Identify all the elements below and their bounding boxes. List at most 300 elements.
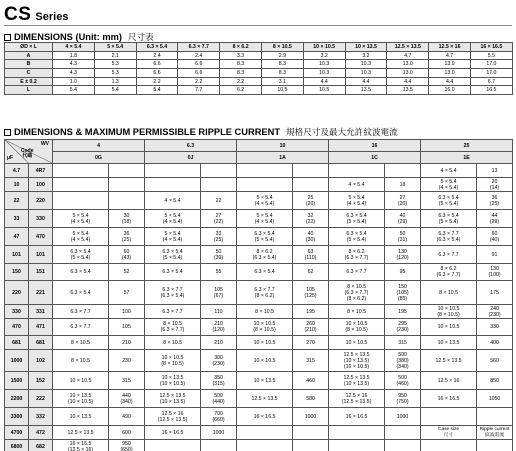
dimensions-value-cell: 5.3 — [94, 69, 136, 78]
case-size-cell — [237, 440, 293, 451]
ripple-capacitance-cell: 3300 — [5, 408, 29, 426]
ripple-capacitance-cell: 10 — [5, 178, 29, 192]
ripple-row — [5, 246, 513, 264]
dimensions-value-cell: 4.4 — [303, 77, 345, 86]
ripple-code-cell: 152 — [29, 372, 53, 390]
dimensions-value-cell: 2.9 — [261, 51, 303, 60]
ripple-current-cell — [293, 440, 329, 451]
ripple-row — [5, 372, 513, 390]
dimensions-size-header: 12.5 × 13.5 — [387, 43, 429, 52]
ripple-wv-code: 1A — [237, 152, 329, 164]
dimensions-value-cell: 2.2 — [220, 77, 262, 86]
case-size-cell: 4 × 5.4 — [329, 178, 385, 192]
ripple-wv-code: 1E — [421, 152, 513, 164]
dimensions-size-header: 12.5 × 16 — [429, 43, 471, 52]
case-size-cell: 6.3 × 7.7 — [53, 319, 109, 336]
corner-code-cjk: 代碼 — [22, 153, 33, 159]
dimensions-row-label: A — [5, 51, 53, 60]
ripple-current-cell: 500 (460) — [385, 372, 421, 390]
ripple-row — [5, 408, 513, 426]
ripple-capacitance-cell: 470 — [5, 319, 29, 336]
dimensions-value-cell: 4.7 — [429, 51, 471, 60]
ripple-capacitance-cell: 681 — [5, 336, 29, 350]
case-size-cell: 10 × 13.5 — [237, 372, 293, 390]
ripple-row — [5, 350, 513, 372]
ripple-code-cell: 331 — [29, 305, 53, 319]
ripple-current-cell: 580 — [293, 390, 329, 408]
ripple-current-cell: 52 — [109, 264, 145, 281]
checkbox-square-icon — [4, 34, 11, 41]
ripple-code-cell: 222 — [29, 390, 53, 408]
ripple-row — [5, 440, 513, 451]
case-size-cell: 5 × 5.4 (4 × 5.4) — [421, 178, 477, 192]
ripple-current-cell — [201, 440, 237, 451]
dimensions-value-cell: 6.7 — [470, 77, 512, 86]
ripple-capacitance-cell: 330 — [5, 305, 29, 319]
case-size-cell: 8 × 10.5 — [145, 336, 201, 350]
dimensions-value-cell: 10.3 — [345, 60, 387, 69]
ripple-current-cell: 44 (29) — [477, 210, 513, 228]
dimensions-row — [5, 86, 513, 95]
case-size-cell — [53, 178, 109, 192]
dimensions-value-cell: 4.3 — [53, 60, 95, 69]
ripple-current-cell: 500 (440) — [201, 390, 237, 408]
ripple-current-cell: 63 (110) — [293, 246, 329, 264]
ripple-wv-header: 10 — [237, 140, 329, 152]
ripple-current-cell: 270 — [293, 336, 329, 350]
ripple-row — [5, 390, 513, 408]
ripple-current-cell: 1050 — [477, 390, 513, 408]
ripple-current-cell: 460 — [293, 372, 329, 390]
dimensions-value-cell: 6.6 — [178, 69, 220, 78]
ripple-code-cell: 221 — [29, 281, 53, 305]
dimensions-size-header: 8 × 6.2 — [220, 43, 262, 52]
case-size-cell: 10 × 10.5 — [53, 372, 109, 390]
ripple-current-cell — [477, 440, 513, 451]
dimensions-value-cell: 13.0 — [387, 60, 429, 69]
dimensions-value-cell: 4.3 — [53, 69, 95, 78]
case-size-cell — [237, 164, 293, 178]
ripple-current-cell: 350 (315) — [201, 372, 237, 390]
ripple-current-cell: 315 — [293, 350, 329, 372]
dimensions-size-header: 10 × 10.5 — [303, 43, 345, 52]
ripple-current-cell: 95 — [385, 264, 421, 281]
ripple-row — [5, 336, 513, 350]
dimensions-value-cell: 13.0 — [429, 60, 471, 69]
case-size-cell — [237, 178, 293, 192]
dimensions-value-cell: 8.3 — [220, 60, 262, 69]
ripple-heading-cjk: 規格尺寸及最大允許紋波電流 — [286, 128, 398, 138]
dimensions-value-cell: 4.4 — [345, 77, 387, 86]
ripple-code-cell: 681 — [29, 336, 53, 350]
ripple-current-cell: 950 (650) — [109, 440, 145, 451]
case-size-cell: 6.3 × 7.7 — [145, 305, 201, 319]
case-size-cell: 6.3 × 5.4 (5 × 5.4) — [53, 246, 109, 264]
case-size-cell: 5 × 5.4 (4 × 5.4) — [237, 192, 293, 210]
dimensions-value-cell: 3.1 — [261, 77, 303, 86]
case-size-cell: 16 × 16.5 — [237, 408, 293, 426]
ripple-current-cell: 13 — [477, 164, 513, 178]
case-size-cell — [145, 178, 201, 192]
case-size-cell: 10 × 13.5 — [53, 408, 109, 426]
ripple-current-cell: 330 — [477, 319, 513, 336]
case-size-cell: 10 × 10.5 (8 × 10.5) — [329, 319, 385, 336]
dimensions-heading-text: DIMENSIONS (Unit: mm) — [14, 32, 122, 42]
ripple-current-note: Ripple current 紋波電流 — [477, 426, 513, 440]
ripple-current-cell: 33 (25) — [201, 228, 237, 246]
case-size-cell: 5 × 5.4 (4 × 5.4) — [53, 210, 109, 228]
dimensions-value-cell: 10.3 — [303, 69, 345, 78]
dimensions-header-row — [5, 43, 513, 52]
ripple-code-cell: 102 — [29, 350, 53, 372]
ripple-current-cell — [293, 164, 329, 178]
case-size-cell: 10 × 10.5 (8 × 10.5) — [145, 350, 201, 372]
case-size-cell: 12.5 × 16 (12.5 × 13.5) — [145, 408, 201, 426]
ripple-row — [5, 319, 513, 336]
case-size-cell: 10 × 10.5 (8 × 10.5) — [421, 305, 477, 319]
dimensions-value-cell: 7.7 — [178, 86, 220, 95]
ripple-heading-text: DIMENSIONS & MAXIMUM PERMISSIBLE RIPPLE CURRENT — [14, 127, 281, 137]
ripple-row — [5, 281, 513, 305]
ripple-current-cell: 260 (210) — [293, 319, 329, 336]
ripple-current-cell: 230 — [109, 350, 145, 372]
ripple-current-cell: 850 — [477, 372, 513, 390]
series-title — [4, 4, 68, 26]
ripple-capacitance-cell: 101 — [5, 246, 29, 264]
ripple-code-cell: 4R7 — [29, 164, 53, 178]
dimensions-value-cell: 3.2 — [345, 51, 387, 60]
dimensions-value-cell: 10.5 — [303, 86, 345, 95]
ripple-current-cell — [109, 178, 145, 192]
ripple-current-cell: 1000 — [201, 426, 237, 440]
ripple-code-cell: 100 — [29, 178, 53, 192]
case-size-cell: 6.3 × 7.7 — [53, 305, 109, 319]
series-name: CS — [4, 4, 32, 25]
case-size-cell: 8 × 10.5 — [237, 305, 293, 319]
ripple-wv-code: 0G — [53, 152, 145, 164]
case-size-cell: 10 × 13.5 (10 × 10.5) — [53, 390, 109, 408]
ripple-current-cell: 315 — [109, 372, 145, 390]
case-size-cell — [53, 192, 109, 210]
ripple-current-cell: 130 (100) — [477, 264, 513, 281]
case-size-cell: 8 × 10.5 — [421, 281, 477, 305]
case-size-cell — [421, 440, 477, 451]
dimensions-value-cell: 2.4 — [178, 51, 220, 60]
dimensions-value-cell: 6.6 — [136, 60, 178, 69]
ripple-current-cell — [109, 164, 145, 178]
dimensions-row-label: E ± 0.2 — [5, 77, 53, 86]
dimensions-value-cell: 16.5 — [470, 86, 512, 95]
case-size-cjk: 尺寸 — [443, 432, 454, 438]
case-size-cell: 8 × 10.5 — [53, 350, 109, 372]
case-size-cell: 10 × 10.5 — [329, 336, 385, 350]
ripple-current-cjk: 紋波電流 — [484, 432, 505, 438]
ripple-current-cell: 27 (20) — [385, 192, 421, 210]
dimensions-size-header: 6.3 × 7.7 — [178, 43, 220, 52]
dimensions-value-cell: 13.0 — [387, 69, 429, 78]
ripple-table — [4, 139, 513, 451]
case-size-cell: 4 × 5.4 — [421, 164, 477, 178]
case-size-cell: 6.3 × 7.7 — [421, 246, 477, 264]
ripple-current-cell: 57 — [109, 281, 145, 305]
dimensions-value-cell: 2.1 — [94, 51, 136, 60]
ripple-row — [5, 264, 513, 281]
ripple-capacitance-cell: 150 — [5, 264, 29, 281]
dimensions-value-cell: 6.2 — [220, 86, 262, 95]
dimensions-heading-cjk: 尺寸表 — [127, 33, 154, 43]
dimensions-row — [5, 51, 513, 60]
dimensions-value-cell: 3.2 — [303, 51, 345, 60]
case-size-cell: 8 × 6.2 (6.3 × 5.4) — [237, 246, 293, 264]
case-size-cell: 12.5 × 16 — [421, 372, 477, 390]
ripple-capacitance-cell: 4.7 — [5, 164, 29, 178]
ripple-current-cell: 60 (40) — [477, 228, 513, 246]
dimensions-row — [5, 69, 513, 78]
case-size-cell — [329, 164, 385, 178]
ripple-row — [5, 228, 513, 246]
ripple-current-cell — [201, 164, 237, 178]
case-size-cell: 6.3 × 5.4 — [145, 264, 201, 281]
dimensions-size-header: 16 × 16.5 — [470, 43, 512, 52]
case-size-cell: 5 × 5.4 (4 × 5.4) — [145, 228, 201, 246]
case-size-cell: 16 × 16.5 (12.5 × 16) — [53, 440, 109, 451]
ripple-row — [5, 164, 513, 178]
dimensions-value-cell: 5.4 — [136, 86, 178, 95]
dimensions-value-cell: 4.4 — [429, 77, 471, 86]
case-size-cell: 6.3 × 5.4 (5 × 5.4) — [421, 210, 477, 228]
case-size-cell: 10 × 10.5 — [237, 336, 293, 350]
case-size-cell — [145, 164, 201, 178]
case-size-cell — [421, 408, 477, 426]
ripple-current-cell: 32 (22) — [293, 210, 329, 228]
case-size-cell: 12.5 × 13.5 — [53, 426, 109, 440]
ripple-current-cell: 40 (29) — [385, 210, 421, 228]
case-size-cell: 6.3 × 5.4 — [237, 264, 293, 281]
case-size-cell: 10 × 10.5 — [237, 350, 293, 372]
ripple-current-cell — [201, 178, 237, 192]
case-size-cell: 5 × 5.4 (4 × 5.4) — [145, 210, 201, 228]
case-size-cell: 6.3 × 5.4 — [53, 281, 109, 305]
ripple-current-cell: 210 — [109, 336, 145, 350]
case-size-cell: 6.3 × 7.7 (6.3 × 5.4) — [145, 281, 201, 305]
case-size-cell: 12.5 × 13.5 (10 × 13.5) — [145, 390, 201, 408]
ripple-corner-cell — [5, 140, 53, 164]
ripple-current-cell: 27 (22) — [201, 210, 237, 228]
ripple-current-cell: 600 — [109, 426, 145, 440]
ripple-current-cell: 1000 — [385, 408, 421, 426]
ripple-current-cell: 700 (660) — [201, 408, 237, 426]
dimensions-size-header: 8 × 10.5 — [261, 43, 303, 52]
case-size-cell: 12.5 × 16 (12.5 × 13.5) — [329, 390, 385, 408]
ripple-code-cell: 220 — [29, 192, 53, 210]
ripple-code-cell: 151 — [29, 264, 53, 281]
case-size-cell: 6.3 × 5.4 (5 × 5.4) — [145, 246, 201, 264]
dimensions-value-cell: 1.0 — [53, 77, 95, 86]
ripple-current-cell: 25 (20) — [293, 192, 329, 210]
corner-code-label: Code 代碼 — [21, 148, 34, 159]
ripple-wv-header: 6.3 — [145, 140, 237, 152]
dimensions-size-header: 6.3 × 5.4 — [136, 43, 178, 52]
ripple-current-cell: 1000 — [293, 408, 329, 426]
dimensions-value-cell: 10.5 — [261, 86, 303, 95]
case-size-cell — [329, 426, 385, 440]
dimensions-value-cell: 3.3 — [220, 51, 262, 60]
ripple-current-cell — [109, 192, 145, 210]
case-size-cell: 8 × 10.5 (6.3 × 7.7) (8 × 6.2) — [329, 281, 385, 305]
ripple-row — [5, 305, 513, 319]
ripple-wv-header: 16 — [329, 140, 421, 152]
dimensions-row — [5, 77, 513, 86]
ripple-current-cell: 60 (43) — [109, 246, 145, 264]
case-size-cell: 5 × 5.4 (4 × 5.4) — [237, 210, 293, 228]
dimensions-row — [5, 60, 513, 69]
ripple-row — [5, 178, 513, 192]
ripple-current-cell: 210 — [201, 336, 237, 350]
ripple-current-cell: 195 — [293, 305, 329, 319]
case-size-cell: 10 × 10.5 (8 × 10.5) — [237, 319, 293, 336]
series-suffix: Series — [35, 11, 69, 23]
ripple-code-cell: 101 — [29, 246, 53, 264]
dimensions-value-cell: 1.3 — [94, 77, 136, 86]
dimensions-value-cell: 8.3 — [261, 69, 303, 78]
case-size-cell: 10 × 13.5 (10 × 10.5) — [145, 372, 201, 390]
dimensions-value-cell: 2.2 — [178, 77, 220, 86]
case-size-cell: 8 × 6.2 (6.3 × 7.7) — [421, 264, 477, 281]
case-size-cell — [237, 426, 293, 440]
dimensions-value-cell: 6.6 — [136, 69, 178, 78]
dimensions-row-label: C — [5, 69, 53, 78]
ripple-code-cell: 472 — [29, 426, 53, 440]
dimensions-value-cell: 13.5 — [345, 86, 387, 95]
dimensions-value-cell: 17.0 — [470, 69, 512, 78]
ripple-wv-code: 0J — [145, 152, 237, 164]
ripple-current-cell: 240 (230) — [477, 305, 513, 319]
ripple-current-cell: 195 — [385, 305, 421, 319]
case-size-cell: 6.3 × 7.7 — [329, 264, 385, 281]
dimensions-size-header: 10 × 13.5 — [345, 43, 387, 52]
dimensions-value-cell: 13.5 — [387, 86, 429, 95]
case-size-cell: 8 × 10.5 — [53, 336, 109, 350]
ripple-current-cell: 30 (18) — [109, 210, 145, 228]
ripple-capacitance-cell: 1500 — [5, 372, 29, 390]
dimensions-value-cell: 10.3 — [345, 69, 387, 78]
ripple-heading — [4, 126, 398, 138]
dimensions-value-cell: 2.4 — [136, 51, 178, 60]
ripple-current-cell: 36 (25) — [477, 192, 513, 210]
ripple-current-cell — [477, 408, 513, 426]
ripple-current-cell: 295 (230) — [385, 319, 421, 336]
ripple-current-cell: 36 (25) — [109, 228, 145, 246]
ripple-current-cell: 950 (750) — [385, 390, 421, 408]
ripple-row — [5, 426, 513, 440]
case-size-cell: 10 × 13.5 — [421, 336, 477, 350]
dimensions-size-header: 4 × 5.4 — [53, 43, 95, 52]
dimensions-value-cell: 5.5 — [470, 51, 512, 60]
dimensions-row-label: L — [5, 86, 53, 95]
case-size-cell: 6.3 × 5.4 (5 × 5.4) — [421, 192, 477, 210]
ripple-code-row — [5, 152, 513, 164]
ripple-code-cell: 330 — [29, 210, 53, 228]
dimensions-value-cell: 5.4 — [94, 86, 136, 95]
case-size-cell: 12.5 × 13.5 (10 × 13.5) — [329, 372, 385, 390]
ripple-capacitance-cell: 220 — [5, 281, 29, 305]
ripple-capacitance-cell: 1000 — [5, 350, 29, 372]
dimensions-value-cell: 1.8 — [53, 51, 95, 60]
ripple-capacitance-cell: 4700 — [5, 426, 29, 440]
ripple-current-cell: 105 (67) — [201, 281, 237, 305]
case-size-cell — [53, 164, 109, 178]
ripple-code-cell: 471 — [29, 319, 53, 336]
ripple-current-cell — [385, 440, 421, 451]
ripple-current-cell — [385, 164, 421, 178]
case-size-cell: 8 × 10.5 — [329, 305, 385, 319]
ripple-current-cell: 440 (340) — [109, 390, 145, 408]
dimensions-value-cell: 17.0 — [470, 60, 512, 69]
ripple-current-cell — [385, 426, 421, 440]
ripple-current-cell: 500 (380) (340) — [385, 350, 421, 372]
ripple-wv-code: 1C — [329, 152, 421, 164]
checkbox-square-icon — [4, 129, 11, 136]
dimensions-value-cell: 5.4 — [53, 86, 95, 95]
ripple-current-cell: 105 (125) — [293, 281, 329, 305]
dimensions-size-header: 5 × 5.4 — [94, 43, 136, 52]
dimensions-value-cell: 4.4 — [387, 77, 429, 86]
dimensions-value-cell: 8.3 — [220, 69, 262, 78]
ripple-current-cell: 91 — [477, 246, 513, 264]
corner-wv-label: WV — [40, 141, 49, 147]
case-size-cell: 6.3 × 7.7 (6.3 × 5.4) — [421, 228, 477, 246]
dimensions-corner-cell: ØD × L — [5, 43, 53, 52]
ripple-current-cell: 50 (31) — [385, 228, 421, 246]
ripple-current-cell: 22 — [201, 192, 237, 210]
case-size-cell: 12.5 × 13.5 — [421, 350, 477, 372]
dimensions-value-cell: 4.7 — [387, 51, 429, 60]
case-size-cell: 8 × 10.5 (6.3 × 7.7) — [145, 319, 201, 336]
dimensions-table — [4, 42, 513, 95]
ripple-current-cell: 300 (230) — [201, 350, 237, 372]
ripple-code-cell: 470 — [29, 228, 53, 246]
ripple-wv-header: 25 — [421, 140, 513, 152]
ripple-capacitance-cell: 33 — [5, 210, 29, 228]
ripple-current-cell: 175 — [477, 281, 513, 305]
ripple-current-cell: 400 — [477, 336, 513, 350]
dimensions-value-cell: 13.0 — [429, 69, 471, 78]
ripple-current-cell: 315 — [385, 336, 421, 350]
case-size-cell: 16 × 16.5 — [421, 390, 477, 408]
ripple-row — [5, 192, 513, 210]
case-size-cell: 6.3 × 5.4 (5 × 5.4) — [237, 228, 293, 246]
ripple-current-cell: 150 (105) (85) — [385, 281, 421, 305]
ripple-current-cell: 210 (120) — [201, 319, 237, 336]
dimensions-value-cell: 2.2 — [136, 77, 178, 86]
ripple-current-cell: 105 — [109, 319, 145, 336]
ripple-current-cell — [293, 426, 329, 440]
case-size-cell: 8 × 6.2 (6.3 × 7.7) — [329, 246, 385, 264]
case-size-cell: 12.5 × 13.5 — [237, 390, 293, 408]
dimensions-value-cell: 16.0 — [429, 86, 471, 95]
case-size-cell: 16 × 16.5 — [329, 408, 385, 426]
ripple-current-cell: 55 — [201, 264, 237, 281]
title-rule — [4, 25, 512, 26]
ripple-capacitance-cell: 22 — [5, 192, 29, 210]
ripple-current-cell: 18 — [385, 178, 421, 192]
ripple-code-cell: 682 — [29, 440, 53, 451]
case-size-note: Case size 尺寸 — [421, 426, 477, 440]
corner-uf-label: μF — [7, 155, 14, 161]
ripple-current-cell: 130 (120) — [385, 246, 421, 264]
ripple-current-cell: 40 (30) — [293, 228, 329, 246]
ripple-current-cell: 50 (39) — [201, 246, 237, 264]
